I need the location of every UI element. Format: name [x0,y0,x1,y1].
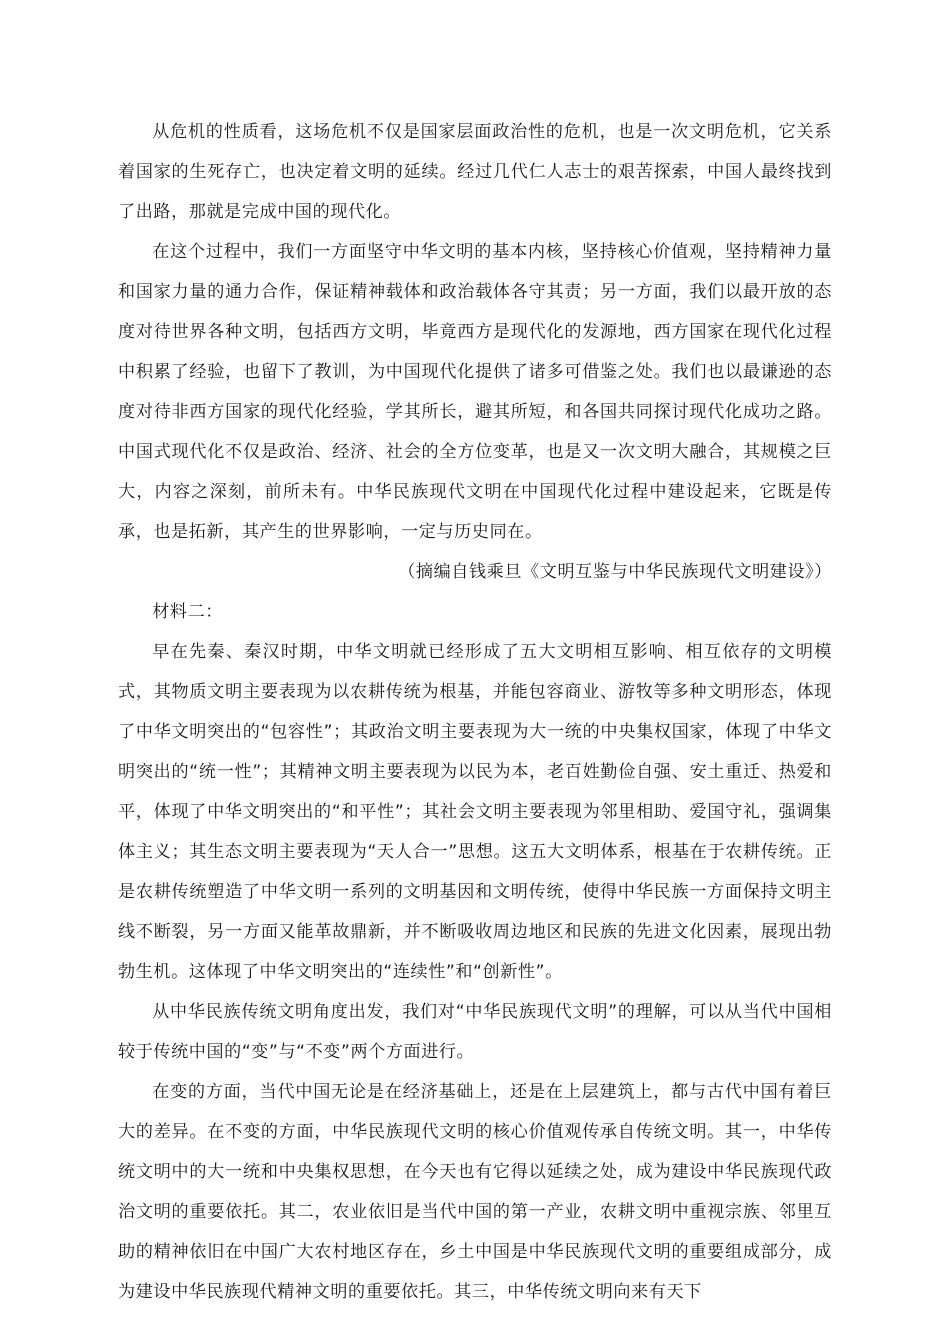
paragraph-change-and-unchange: 在变的方面，当代中国无论是在经济基础上，还是在上层建筑上，都与古代中国有着巨大的差异。在不变的方面，中华民族现代文明的核心价值观传承自传统文明。其一，中华传统文明中的大一统和中央集权思想，在今天也有它得以延续之处，成为建设中华民族现代政治文明的重要依托。其二，农业依旧是当代中国的第一产业，农耕文明中重视宗族、邻里互助的精神依旧在中国广大农村地区存在，乡土中国是中华民族现代文明的重要组成部分，成为建设中华民族现代精神文明的重要依托。其三，中华传统文明向来有天下 [118,1082,832,1302]
paragraph-five-civilizations: 早在先秦、秦汉时期，中华文明就已经形成了五大文明相互影响、相互依存的文明模式，其物质文明主要表现为以农耕传统为根基，并能包容商业、游牧等多种文明形态，体现了中华文明突出的“包容性”；其政治文明主要表现为大一统的中央集权国家，体现了中华文明突出的“统一性”；其精神文明主要表现为以民为本，老百姓勤俭自强、安土重迁、热爱和平，体现了中华文明突出的“和平性”；其社会文明主要表现为邻里相助、爱国守礼，强调集体主义；其生态文明主要表现为“天人合一”思想。这五大文明体系，根基在于农耕传统。正是农耕传统塑造了中华文明一系列的文明基因和文明传统，使得中华民族一方面保持文明主线不断裂，另一方面又能革故鼎新，并不断吸收周边地区和民族的先进文化因素，展现出勃勃生机。这体现了中华文明突出的“连续性”和“创新性”。 [118,642,832,982]
document-text-column [118,112,832,1312]
paragraph-traditional-perspective: 从中华民族传统文明角度出发，我们对“中华民族现代文明”的理解，可以从当代中国相较于传统中国的“变”与“不变”两个方面进行。 [118,1002,832,1062]
paragraph-in-this-process: 在这个过程中，我们一方面坚守中华文明的基本内核，坚持核心价值观，坚持精神力量和国家力量的通力合作，保证精神载体和政治载体各守其责；另一方面，我们以最开放的态度对待世界各种文明，包括西方文明，毕竟西方是现代化的发源地，西方国家在现代化过程中积累了经验，也留下了教训，为中国现代化提供了诸多可借鉴之处。我们也以最谦逊的态度对待非西方国家的现代化经验，学其所长，避其所短，和各国共同探讨现代化成功之路。中国式现代化不仅是政治、经济、社会的全方位变革，也是又一次文明大融合，其规模之巨大，内容之深刻，前所未有。中华民族现代文明在中国现代化过程中建设起来，它既是传承，也是拓新，其产生的世界影响，一定与历史同在。 [118,242,832,542]
paragraph-crisis-nature: 从危机的性质看，这场危机不仅是国家层面政治性的危机，也是一次文明危机，它关系着国家的生死存亡，也决定着文明的延续。经过几代仁人志士的艰苦探索，中国人最终找到了出路，那就是完成中国的现代化。 [118,122,832,222]
paragraph-source-attribution: （摘编自钱乘旦《文明互鉴与中华民族现代文明建设》） [398,562,832,582]
paragraph-material-two-heading: 材料二： [152,602,223,622]
